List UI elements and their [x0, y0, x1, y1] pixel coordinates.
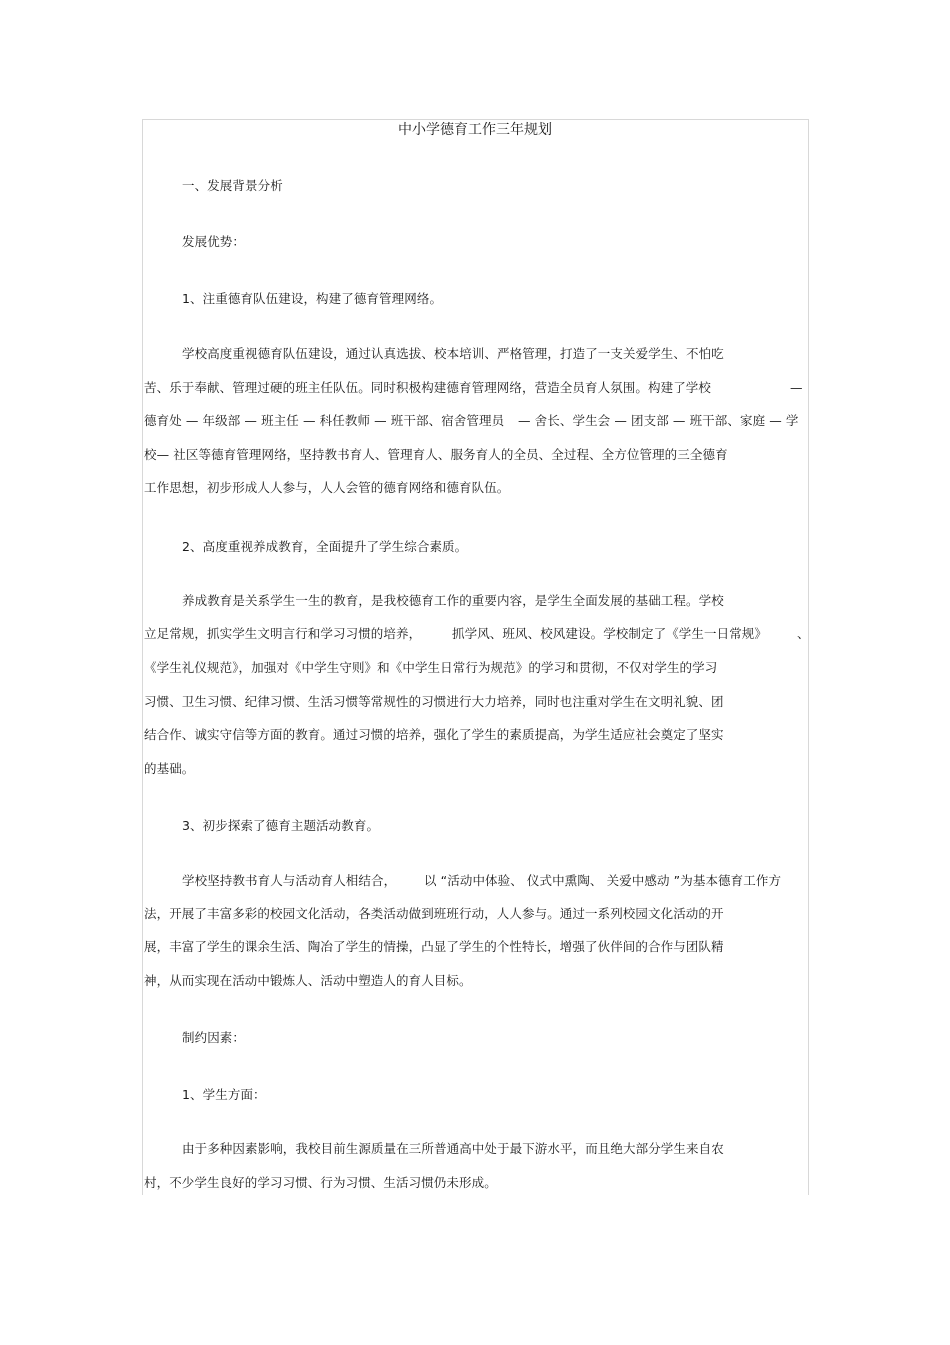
section-heading-background: 一、发展背景分析 [182, 178, 283, 193]
paragraph-2-line: 立足常规，抓实学生文明言行和学习习惯的培养， [144, 626, 422, 641]
paragraph-2-line: 《学生礼仪规范》，加强对《中学生守则》和《中学生日常行为规范》的学习和贯彻，不仅对学生的学习 [144, 660, 718, 675]
paragraph-1-line: 工作思想，初步形成人人参与，人人会管的德育网络和德育队伍。 [144, 480, 510, 495]
item-1-heading: 1、注重德育队伍建设，构建了德育管理网络。 [182, 291, 443, 306]
constraints-label: 制约因素： [182, 1030, 246, 1045]
constraint-1-heading: 1、学生方面： [182, 1087, 266, 1102]
paragraph-3-line: 以 “活动中体验、 仪式中熏陶、 关爱中感动 ”为基本德育工作方 [424, 873, 782, 888]
paragraph-1-line: 苦、乐于奉献、管理过硬的班主任队伍。同时积极构建德育管理网络，营造全员育人氛围。构建了学校 [144, 380, 712, 395]
paragraph-4-line: 村，不少学生良好的学习习惯、行为习惯、生活习惯仍未形成。 [144, 1175, 497, 1190]
paragraph-1-line: 德育处 — 年级部 — 班主任 — 科任教师 — 班干部、宿舍管理员 [144, 413, 505, 428]
paragraph-1-line: 校— 社区等德育管理网络，坚持教书育人、管理育人、服务育人的全员、全过程、全方位管理的三全德育 [144, 447, 728, 462]
document-title: 中小学德育工作三年规划 [398, 122, 552, 138]
paragraph-3-line: 学校坚持教书育人与活动育人相结合， [182, 873, 397, 888]
paragraph-2-line: 、 [797, 626, 810, 641]
paragraph-3-line: 展，丰富了学生的课余生活、陶冶了学生的情操，凸显了学生的个性特长，增强了伙伴间的合作与团队精 [144, 939, 724, 954]
paragraph-2-line: 养成教育是关系学生一生的教育，是我校德育工作的重要内容，是学生全面发展的基础工程。学校 [182, 593, 724, 608]
paragraph-2-line: 抓学风、班风、校风建设。学校制定了《学生一日常规》 [452, 626, 768, 641]
paragraph-2-line: 结合作、诚实守信等方面的教育。通过习惯的培养，强化了学生的素质提高，为学生适应社会奠定了坚实 [144, 727, 724, 742]
item-3-heading: 3、初步探索了德育主题活动教育。 [182, 818, 380, 833]
advantages-label: 发展优势： [182, 234, 246, 249]
paragraph-1-line: — [790, 380, 803, 395]
paragraph-3-line: 法，开展了丰富多彩的校园文化活动，各类活动做到班班行动，人人参与。通过一系列校园文化活动的开 [144, 906, 724, 921]
paragraph-1-line: 学校高度重视德育队伍建设，通过认真选拔、校本培训、严格管理，打造了一支关爱学生、不怕吃 [182, 346, 724, 361]
paragraph-1-line: — 舍长、学生会 — 团支部 — 班干部、家庭 — 学 [518, 413, 799, 428]
paragraph-3-line: 神，从而实现在活动中锻炼人、活动中塑造人的育人目标。 [144, 973, 472, 988]
paragraph-2-line: 的基础。 [144, 761, 195, 776]
paragraph-4-line: 由于多种因素影响，我校目前生源质量在三所普通高中处于最下游水平，而且绝大部分学生来自农 [182, 1141, 724, 1156]
item-2-heading: 2、高度重视养成教育，全面提升了学生综合素质。 [182, 539, 468, 554]
paragraph-2-line: 习惯、卫生习惯、纪律习惯、生活习惯等常规性的习惯进行大力培养，同时也注重对学生在文明礼貌、团 [144, 694, 724, 709]
